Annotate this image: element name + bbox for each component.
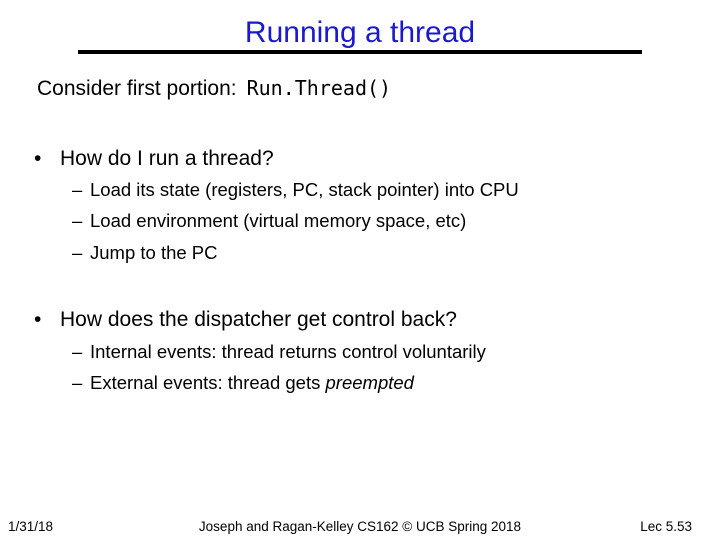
sub-bullet-load-environment [72, 208, 466, 234]
bullet-dot: • [34, 308, 42, 331]
sub-bullet-load-state [72, 177, 519, 203]
bullet-dispatcher [34, 306, 457, 334]
sub-text: Internal events: thread returns control voluntarily [90, 341, 486, 362]
sub-dash: – [72, 242, 83, 263]
sub-bullet-external-events [72, 370, 414, 396]
intro-text: Consider first portion: [37, 77, 237, 100]
slide-title: Running a thread [244, 16, 476, 49]
sub-text: External events: thread gets [90, 372, 326, 393]
bullet-text: How do I run a thread? [60, 147, 274, 170]
footer-date: 1/31/18 [8, 519, 54, 534]
bullet-text: How does the dispatcher get control back? [60, 308, 457, 331]
sub-dash: – [72, 210, 83, 231]
sub-dash: – [72, 372, 83, 393]
sub-bullet-jump-pc [72, 240, 218, 266]
sub-text: Load its state (registers, PC, stack pointer) into CPU [90, 179, 519, 200]
sub-text: Jump to the PC [90, 242, 218, 263]
bullet-dot: • [34, 147, 42, 170]
title-underline [78, 50, 642, 54]
intro-code: Run.Thread() [246, 76, 392, 100]
footer-page-number: Lec 5.53 [640, 519, 692, 534]
footer-course: Joseph and Ragan-Kelley CS162 © UCB Spring 2018 [198, 519, 522, 534]
intro-line [37, 74, 391, 103]
sub-dash: – [72, 341, 83, 362]
sub-bullet-internal-events [72, 339, 486, 365]
emphasis-preempted: preempted [325, 372, 414, 393]
bullet-run-thread [34, 145, 274, 173]
sub-text: Load environment (virtual memory space, etc) [90, 210, 467, 231]
sub-dash: – [72, 179, 83, 200]
